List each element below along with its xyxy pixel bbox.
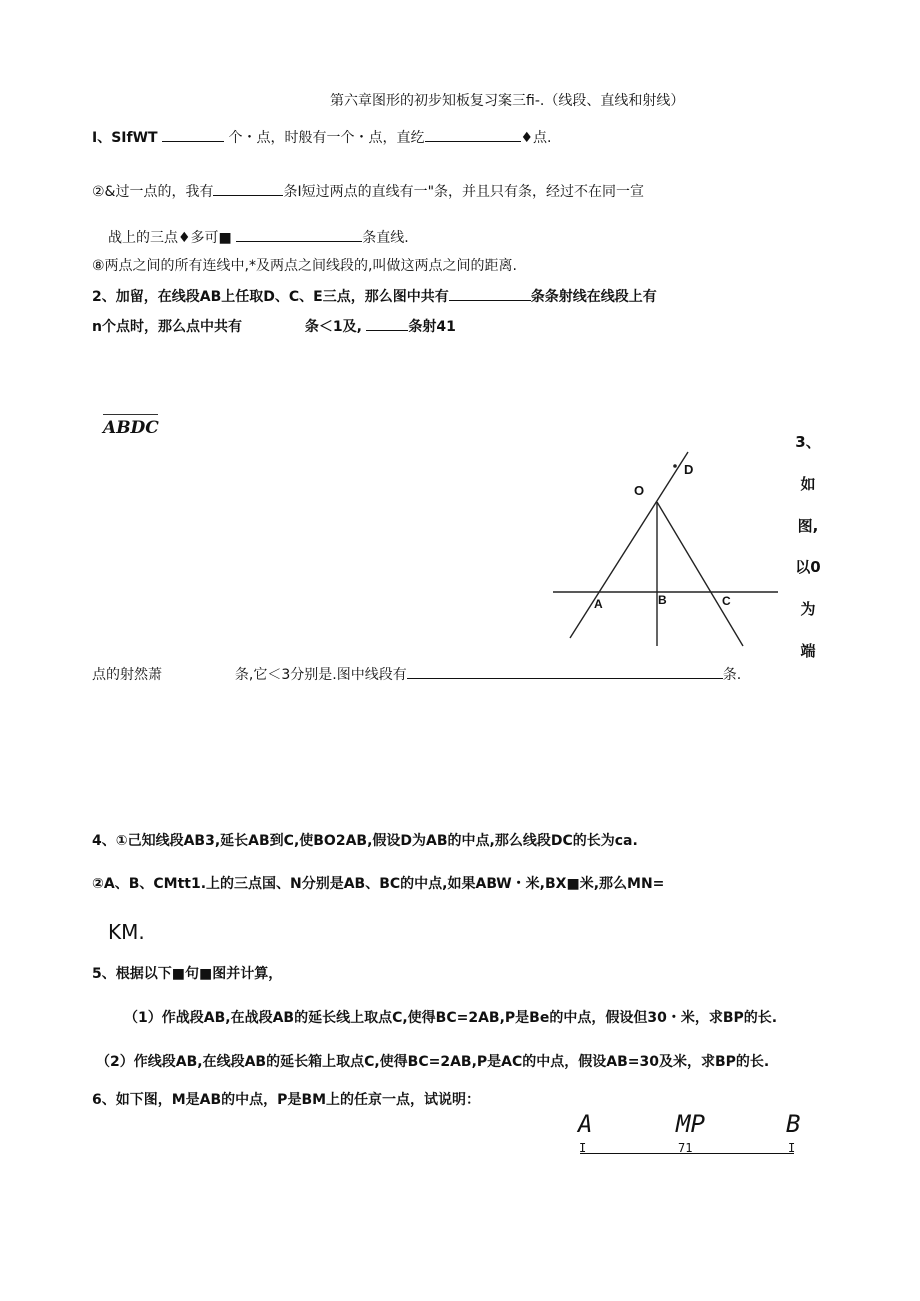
q3-side-label-6: 端 [800, 642, 816, 660]
ray-oc [657, 502, 743, 646]
page-title: 第六章图形的初步知板复习案三fi-.（线段、直线和射线） [330, 93, 685, 109]
q3-blank [407, 664, 723, 679]
q3-line-part3: 条. [722, 667, 742, 683]
q6-tick-left: I [579, 1141, 587, 1155]
q1-line2-part1: ②&过一点的，我有 [92, 184, 214, 200]
q1-line1 [92, 127, 552, 148]
q4-line1: 4、①己知线段AB3,延长AB到C,使BO2AB,假设D为AB的中点,那么线段DC的长为ca. [92, 833, 638, 849]
q3-figure [550, 450, 790, 650]
q4-line3: KM. [108, 920, 145, 944]
q3-line-part2: 条,它＜3分别是.图中线段有 [234, 667, 407, 683]
q5-line3: （2）作线段AB,在线段AB的延长箱上取点C,使得BC=2AB,P是AC的中点，假设AB=30及米，求BP的长. [96, 1054, 770, 1070]
q2-line2 [92, 316, 456, 337]
q3-side-label-4: 以0 [795, 558, 821, 576]
q6-label-mp: MP [676, 1110, 705, 1138]
label-d: D [684, 462, 694, 477]
q2-line2-part1: n个点时，那么点中共有 [92, 319, 242, 335]
q6-label-b: B [786, 1110, 801, 1138]
label-a: A [594, 597, 603, 611]
q4-line2: ②A、B、CMtt1.上的三点国、N分别是AB、BC的中点,如果ABW・米,BX■米,那么MN= [92, 876, 665, 892]
q1-line3-part2: 条直线. [362, 230, 409, 246]
q6-line1: 6、如下图，M是AB的中点，P是BM上的任京一点，试说明： [92, 1092, 481, 1108]
q3-side-label-3: 图, [797, 517, 819, 535]
q1-line2 [92, 181, 644, 202]
q1-line1-part1: I、SIfWT [92, 130, 158, 146]
q5-line1: 5、根据以下■句■图并计算， [92, 966, 283, 982]
q1-line1-part3: ♦点. [520, 130, 552, 146]
q2-line1 [92, 286, 657, 307]
q2-figure-segment [103, 414, 158, 415]
q3-side-label-1: 3、 [795, 433, 821, 451]
q2-figure-label: ABDC [103, 418, 159, 438]
q3-line [92, 664, 741, 685]
q2-blank-2 [366, 316, 408, 331]
q1-line2-part2: 条I短过两点的直线有一"条，并且只有条，经过不在同一宣 [283, 184, 645, 200]
q2-line1-part1: 2、加留，在线段AB上任取D、C、E三点，那么图中共有 [92, 289, 449, 305]
q3-side-label-5: 为 [800, 600, 816, 618]
q1-line3-part1: 战上的三点♦多可■ [108, 230, 232, 246]
label-o: O [634, 483, 645, 498]
q1-blank-3 [213, 181, 283, 196]
q3-line-part1: 点的射然萧 [92, 667, 162, 683]
q3-side-label-2: 如 [800, 475, 816, 493]
q1-blank-4 [236, 227, 362, 242]
q5-line2: （1）作战段AB,在战段AB的延长线上取点C,使得BC=2AB,P是Be的中点，假设但30・米，求BP的长. [124, 1010, 778, 1026]
label-c: C [722, 594, 731, 608]
q6-tick-right: I [788, 1141, 796, 1155]
q6-tick-mid: 71 [678, 1141, 693, 1155]
q1-blank-1 [162, 127, 224, 142]
label-b: B [658, 593, 667, 607]
q2-blank-1 [449, 286, 531, 301]
q2-line2-part3: 条射41 [408, 319, 456, 335]
point-d [673, 464, 677, 468]
ray-oa-extended [570, 452, 688, 638]
q6-label-a: A [578, 1110, 593, 1138]
q1-blank-2 [425, 127, 521, 142]
q2-line1-part2: 条条射线在线段上有 [530, 289, 657, 305]
q1-line3 [108, 227, 409, 248]
q1-line4: ⑧两点之间的所有连线中,*及两点之间线段的,叫做这两点之间的距离. [92, 258, 517, 274]
q1-line1-part2: 个・点，时般有一个・点，直纥 [228, 130, 425, 146]
q2-line2-part2: 条＜1及, [304, 319, 362, 335]
